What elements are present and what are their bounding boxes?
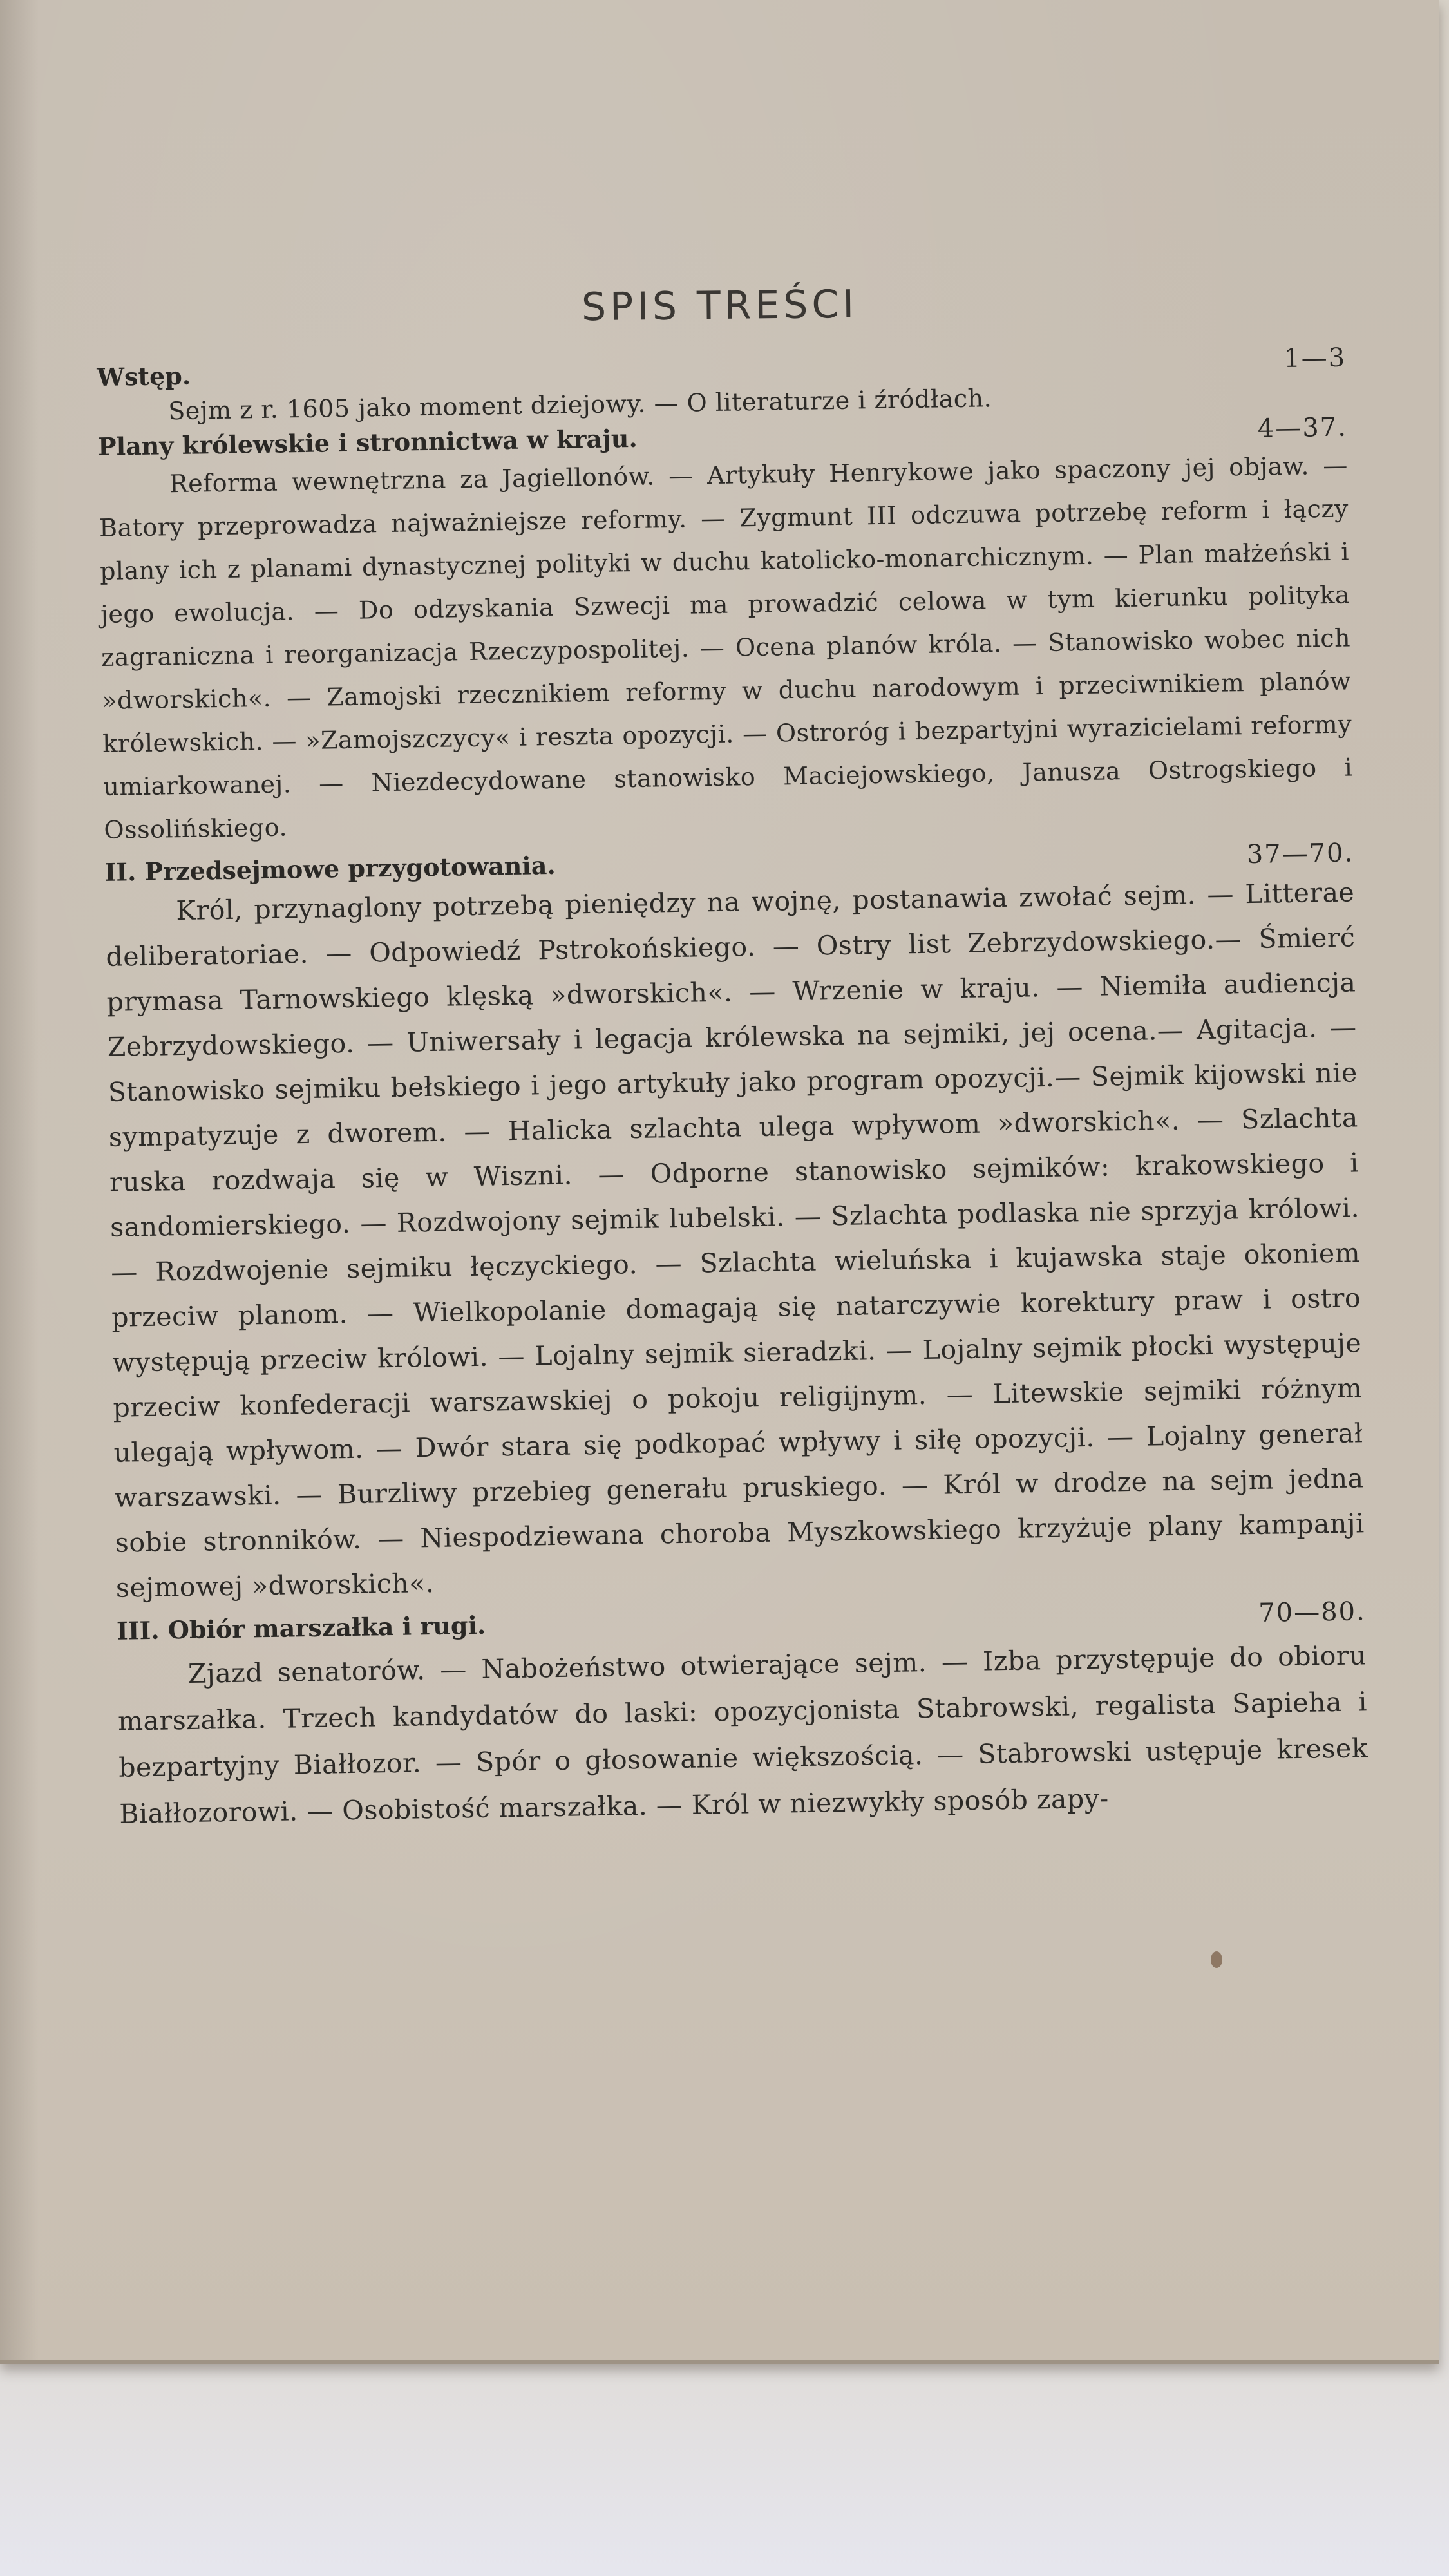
toc-heading: III. Obiór marszałka i rugi. bbox=[116, 1610, 486, 1645]
table-of-contents bbox=[97, 341, 1369, 1837]
toc-page-range: 4—37. bbox=[1257, 412, 1348, 444]
toc-heading: Wstęp. bbox=[97, 361, 191, 392]
toc-heading: II. Przedsejmowe przygotowania. bbox=[104, 850, 556, 887]
toc-section-royal-plans bbox=[98, 411, 1354, 852]
toc-section-pre-sejm-preparations bbox=[104, 836, 1365, 1610]
toc-summary: Zjazd senatorów. — Nabożeństwo otwierające sejm. — Izba przystępuje do obioru marszałka. Trzech kandydatów do laski: opozycjonista Stabrowski, regalista Sapieha i bezpartyjny Białłozor. — Spór o głosowanie większością. — Stabrowski ustępuje kresek Białłozorowi. — Osobistość marszałka. — Król w niezwykły sposób zapy- bbox=[117, 1640, 1368, 1830]
toc-section-marshal-election bbox=[117, 1595, 1369, 1837]
toc-summary: Król, przynaglony potrzebą pieniędzy na wojnę, postanawia zwołać sejm. — Litterae deliberatoriae. — Odpowiedź Pstrokońskiego. — Ostry list Zebrzydowskiego.— Śmierć prymasa Tarnowskiego klęską »dworskich«. — Wrzenie w kraju. — Niemiła audiencja Zebrzydowskiego. — Uniwersały i legacja królewska na sejmiki, jej ocena.— Agitacja. — Stanowisko sejmiku bełskiego i jego artykuły jako program opozycji.— Sejmik kijowski nie sympatyzuje z dworem. — Halicka szlachta ulega wpływom »dworskich«. — Szlachta ruska rozdwaja się w Wiszni. — Odporne stanowisko sejmików: krakowskiego i sandomierskiego. — Rozdwojony sejmik lubelski. — Szlachta podlaska nie sprzyja królowi. — Rozdwojenie sejmiku łęczyckiego. — Szlachta wieluńska i kujawska staje okoniem przeciw planom. — Wielkopolanie domagają się natarczywie korektury praw i ostro występują przeciw królowi. — Lojalny sejmik sieradzki. — Lojalny sejmik płocki występuje przeciw konfederacji warszawskiej o pokoju religijnym. — Litewskie sejmiki różnym ulegają wpływom. — Dwór stara się podkopać wpływy i siłę opozycji. — Lojalny generał warszawski. — Burzliwy przebieg generału pruskiego. — Król w drodze na sejm jedna sobie stronników. — Niespodziewana choroba Myszkowskiego krzyżuje plany kampanji sejmowej »dworskich«. bbox=[106, 876, 1365, 1604]
toc-heading: Plany królewskie i stronnictwa w kraju. bbox=[97, 423, 638, 461]
toc-page-range: 70—80. bbox=[1258, 1596, 1367, 1628]
page-title: SPIS TREŚCI bbox=[581, 281, 858, 330]
toc-summary: Sejm z r. 1605 jako moment dziejowy. — O literaturze i źródłach. bbox=[167, 384, 992, 426]
toc-page-range: 1—3 bbox=[1283, 343, 1347, 374]
toc-summary: Reforma wewnętrzna za Jagiellonów. — Artykuły Henrykowe jako spaczony jej objaw. — Batory przeprowadza najważniejsze reformy. — Zygmunt III odczuwa potrzebę reform i łączy plany ich z planami dynastycznej polityki w duchu katolicko-monarchicznym. — Plan małżeński i jego ewolucja. — Do odzyskania Szwecji ma prowadzić celowa w tym kierunku polityka zagraniczna i reorganizacja Rzeczypospolitej. — Ocena planów króla. — Stanowisko wobec nich »dworskich«. — Zamojski rzecznikiem reformy w duchu narodowym i przeciwnikiem planów królewskich. — »Zamojszczycy« i reszta opozycji. — Ostroróg i bezpartyjni wyrazicielami reformy umiarkowanej. — Niezdecydowane stanowisko Maciejowskiego, Janusza Ostrogskiego i Ossolińskiego. bbox=[99, 451, 1353, 844]
page-fold-shadow bbox=[0, 0, 39, 2360]
paper-stain bbox=[1211, 1951, 1222, 1968]
toc-page-range: 37—70. bbox=[1246, 838, 1354, 870]
